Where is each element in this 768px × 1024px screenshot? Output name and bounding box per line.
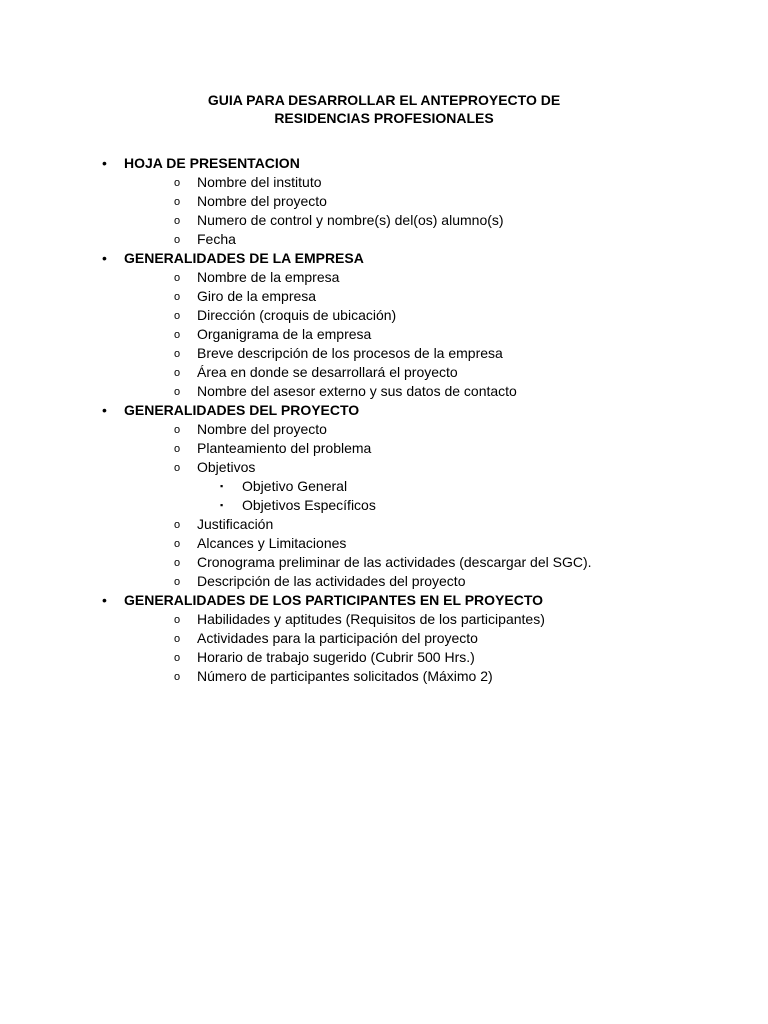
item-text: Objetivos	[197, 459, 256, 475]
square-bullet-icon: ▪	[220, 500, 224, 510]
item-row	[0, 572, 768, 591]
list-item	[0, 211, 768, 230]
item-text: Planteamiento del problema	[197, 440, 372, 456]
section-heading-row	[0, 249, 768, 268]
circle-bullet-icon: o	[174, 291, 181, 303]
circle-bullet-icon: o	[174, 196, 181, 208]
item-text: Habilidades y aptitudes (Requisitos de los participantes)	[197, 611, 545, 627]
list-item	[0, 268, 768, 287]
section-heading: HOJA DE PRESENTACION	[124, 155, 300, 171]
item-row	[0, 534, 768, 553]
circle-bullet-icon: o	[174, 576, 181, 588]
item-row	[0, 344, 768, 363]
outline-section	[0, 249, 768, 401]
item-row	[0, 667, 768, 686]
item-row	[0, 306, 768, 325]
list-item	[0, 534, 768, 553]
item-text: Numero de control y nombre(s) del(os) alumno(s)	[197, 212, 504, 228]
item-text: Justificación	[197, 516, 274, 532]
item-row	[0, 325, 768, 344]
list-item	[0, 610, 768, 629]
item-text: Actividades para la participación del proyecto	[197, 630, 478, 646]
circle-bullet-icon: o	[174, 519, 181, 531]
item-text: Nombre del proyecto	[197, 421, 327, 437]
section-heading-row	[0, 401, 768, 420]
section-heading: GENERALIDADES DE LA EMPRESA	[124, 250, 364, 266]
outline-section	[0, 401, 768, 591]
list-item	[0, 230, 768, 249]
section-heading: GENERALIDADES DE LOS PARTICIPANTES EN EL PROYECTO	[124, 592, 544, 608]
item-row	[0, 420, 768, 439]
item-row	[0, 458, 768, 477]
circle-bullet-icon: o	[174, 215, 181, 227]
item-row	[0, 553, 768, 572]
list-item	[0, 439, 768, 458]
list-item	[0, 287, 768, 306]
item-text: Breve descripción de los procesos de la empresa	[197, 345, 503, 361]
list-item	[0, 344, 768, 363]
item-text: Giro de la empresa	[197, 288, 317, 304]
item-row	[0, 230, 768, 249]
circle-bullet-icon: o	[174, 671, 181, 683]
circle-bullet-icon: o	[174, 538, 181, 550]
item-row	[0, 211, 768, 230]
item-text: Organigrama de la empresa	[197, 326, 372, 342]
list-item	[0, 648, 768, 667]
item-text: Nombre de la empresa	[197, 269, 340, 285]
item-row	[0, 610, 768, 629]
square-bullet-icon: ▪	[220, 481, 224, 491]
item-row	[0, 648, 768, 667]
list-item	[0, 325, 768, 344]
list-item	[0, 629, 768, 648]
section-heading-row	[0, 591, 768, 610]
circle-bullet-icon: o	[174, 557, 181, 569]
bullet-icon: •	[102, 250, 107, 266]
circle-bullet-icon: o	[174, 633, 181, 645]
item-text: Horario de trabajo sugerido (Cubrir 500 Hrs.)	[197, 649, 475, 665]
item-row	[0, 287, 768, 306]
list-item	[0, 553, 768, 572]
list-item	[0, 173, 768, 192]
item-text: Cronograma preliminar de las actividades (descargar del SGC).	[197, 554, 592, 570]
circle-bullet-icon: o	[174, 614, 181, 626]
section-items	[0, 173, 768, 249]
circle-bullet-icon: o	[174, 348, 181, 360]
item-row	[0, 268, 768, 287]
list-item	[0, 382, 768, 401]
item-text: Nombre del proyecto	[197, 193, 327, 209]
circle-bullet-icon: o	[174, 367, 181, 379]
item-text: Fecha	[197, 231, 236, 247]
list-item	[0, 420, 768, 439]
bullet-icon: •	[102, 592, 107, 608]
circle-bullet-icon: o	[174, 462, 181, 474]
subitem-text: Objetivos Específicos	[242, 497, 376, 513]
item-text: Descripción de las actividades del proyecto	[197, 573, 466, 589]
item-row	[0, 382, 768, 401]
circle-bullet-icon: o	[174, 234, 181, 246]
subitem	[0, 496, 768, 515]
item-text: Área en donde se desarrollará el proyecto	[197, 364, 458, 380]
circle-bullet-icon: o	[174, 386, 181, 398]
circle-bullet-icon: o	[174, 329, 181, 341]
section-heading: GENERALIDADES DEL PROYECTO	[124, 402, 360, 418]
document-title	[0, 91, 768, 127]
list-item	[0, 572, 768, 591]
guide-outline	[0, 154, 768, 686]
item-row	[0, 629, 768, 648]
list-item	[0, 458, 768, 515]
subitem-list	[0, 477, 768, 515]
list-item	[0, 192, 768, 211]
item-text: Nombre del asesor externo y sus datos de contacto	[197, 383, 517, 399]
section-heading-row	[0, 154, 768, 173]
list-item	[0, 515, 768, 534]
list-item	[0, 363, 768, 382]
item-text: Dirección (croquis de ubicación)	[197, 307, 397, 323]
item-row	[0, 192, 768, 211]
subitem-text: Objetivo General	[242, 478, 348, 494]
list-item	[0, 667, 768, 686]
outline-section	[0, 154, 768, 249]
outline-section	[0, 591, 768, 686]
title-line: GUIA PARA DESARROLLAR EL ANTEPROYECTO DE	[207, 92, 561, 108]
list-item	[0, 306, 768, 325]
section-items	[0, 268, 768, 401]
bullet-icon: •	[102, 155, 107, 171]
title-line: RESIDENCIAS PROFESIONALES	[274, 110, 494, 126]
circle-bullet-icon: o	[174, 443, 181, 455]
section-items	[0, 420, 768, 591]
circle-bullet-icon: o	[174, 177, 181, 189]
circle-bullet-icon: o	[174, 652, 181, 664]
circle-bullet-icon: o	[174, 424, 181, 436]
item-row	[0, 515, 768, 534]
item-row	[0, 173, 768, 192]
subitem	[0, 477, 768, 496]
circle-bullet-icon: o	[174, 272, 181, 284]
bullet-icon: •	[102, 402, 107, 418]
item-text: Alcances y Limitaciones	[197, 535, 347, 551]
circle-bullet-icon: o	[174, 310, 181, 322]
section-items	[0, 610, 768, 686]
item-text: Número de participantes solicitados (Máximo 2)	[197, 668, 493, 684]
item-row	[0, 363, 768, 382]
item-text: Nombre del instituto	[197, 174, 322, 190]
item-row	[0, 439, 768, 458]
